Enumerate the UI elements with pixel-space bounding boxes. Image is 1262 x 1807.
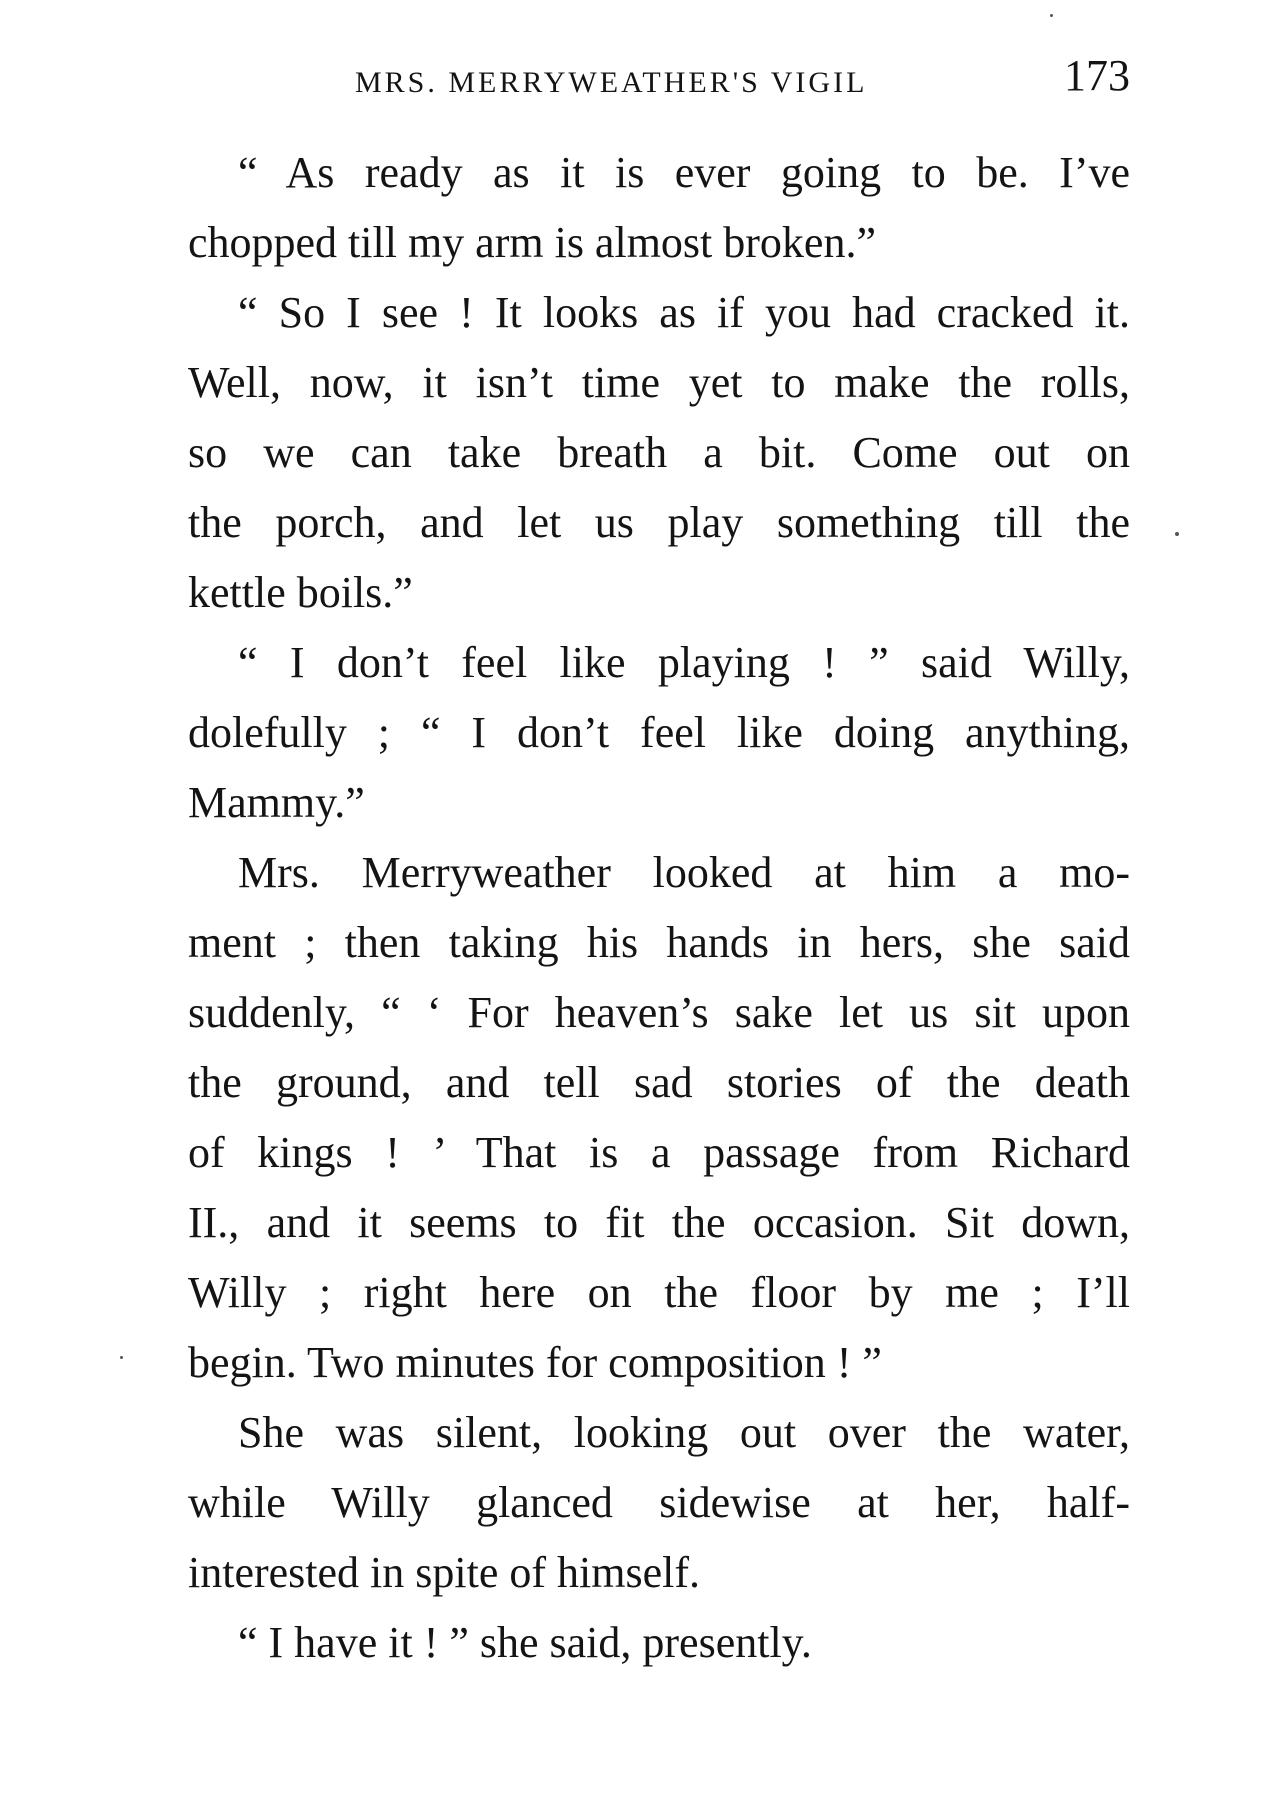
running-head [355, 50, 1130, 110]
text-line: the porch, and let us play something till the [188, 498, 1130, 547]
scan-speck [1175, 532, 1179, 536]
scan-speck [1050, 14, 1053, 17]
text-line: Well, now, it isn’t time yet to make the rolls, [188, 358, 1130, 407]
text-line: ment ; then taking his hands in hers, she said [188, 918, 1130, 967]
text-line: the ground, and tell sad stories of the death [188, 1058, 1130, 1107]
text-line: begin. Two minutes for composition ! ” [188, 1338, 882, 1387]
text-line: “ I have it ! ” she said, presently. [238, 1618, 812, 1667]
text-line: Willy ; right here on the floor by me ; I’ll [188, 1268, 1130, 1317]
text-line: She was silent, looking out over the water, [238, 1408, 1130, 1457]
body-text [188, 138, 1130, 1678]
text-line: Mammy.” [188, 778, 365, 827]
text-line: suddenly, “ ‘ For heaven’s sake let us sit upon [188, 988, 1130, 1037]
text-line: “ As ready as it is ever going to be. I’ve [238, 148, 1130, 197]
page-number: 173 [1064, 51, 1130, 100]
text-line: “ I don’t feel like playing ! ” said Willy, [238, 638, 1130, 687]
text-line: of kings ! ’ That is a passage from Richard [188, 1128, 1130, 1177]
text-line: II., and it seems to fit the occasion. Sit down, [188, 1198, 1130, 1247]
text-line: while Willy glanced sidewise at her, half- [188, 1478, 1130, 1527]
text-line: “ So I see ! It looks as if you had cracked it. [238, 288, 1130, 337]
text-line: interested in spite of himself. [188, 1548, 700, 1597]
running-title: MRS. MERRYWEATHER'S VIGIL [355, 66, 868, 99]
text-line: kettle boils.” [188, 568, 413, 617]
text-line: so we can take breath a bit. Come out on [188, 428, 1130, 477]
scan-speck [120, 1356, 123, 1359]
text-line: dolefully ; “ I don’t feel like doing anything, [188, 708, 1130, 757]
text-line: chopped till my arm is almost broken.” [188, 218, 876, 267]
text-line: Mrs. Merryweather looked at him a mo- [238, 848, 1130, 897]
